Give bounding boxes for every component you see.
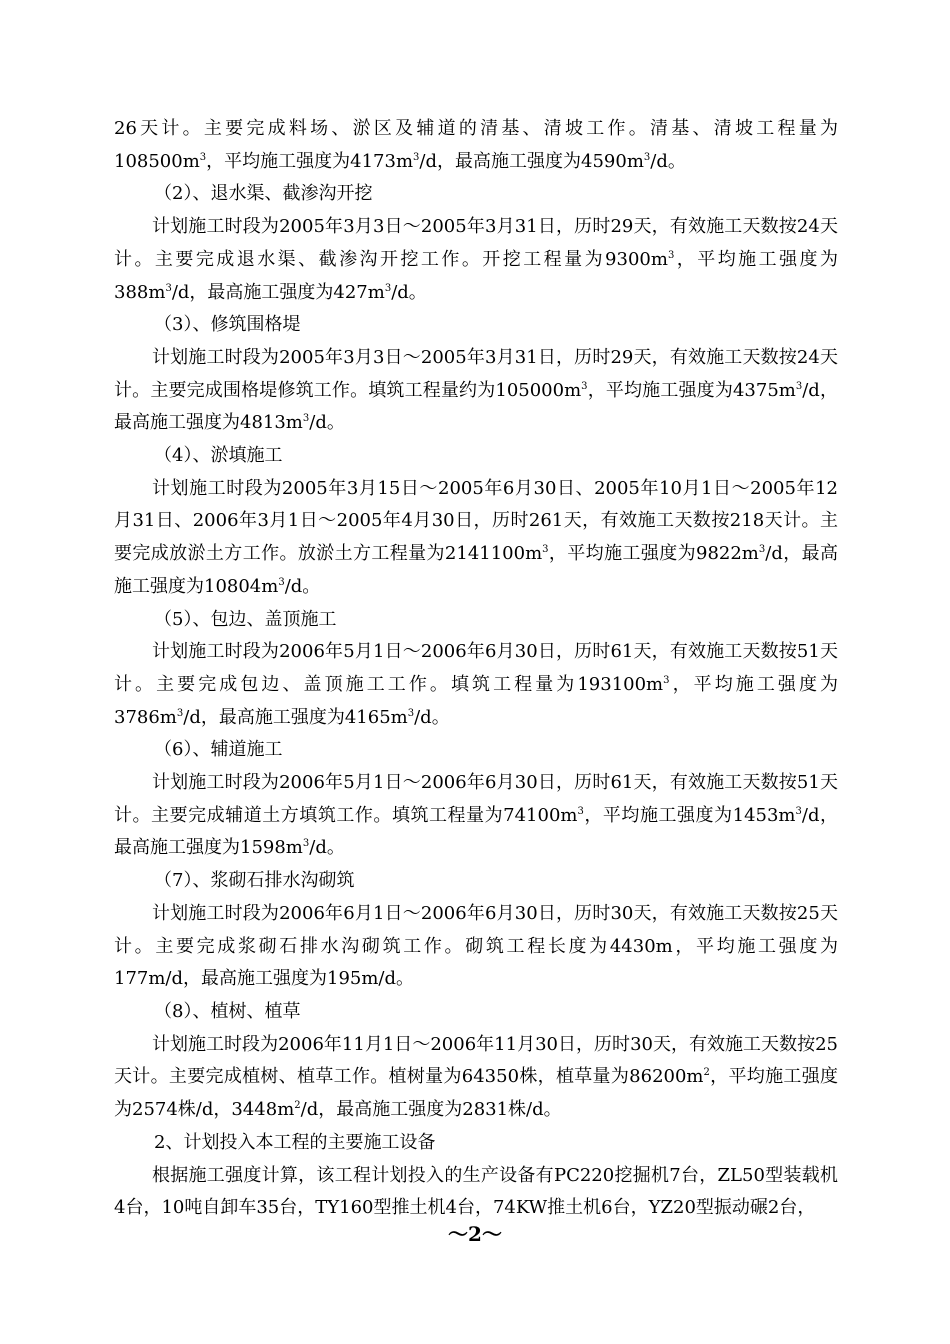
body-paragraph: 计划施工时段为2005年3月15日～2005年6月30日、2005年10月1日～2005年12月31日、2006年3月1日～2005年4月30日，历时261天，有效施工天数按218天计。主要完成放淤土方工作。放淤土方工程量为$2141100m^3$，平均施工强度为$9822m^3/d$，最高施工强度为$10804m^3/d$。 [114,477,838,597]
section-heading: 2、计划投入本工程的主要施工设备 [154,1131,436,1153]
body-paragraph: 根据施工强度计算，该工程计划投入的生产设备有PC220挖掘机7台，ZL50型装载机4台，10吨自卸车35台，TY160型推土机4台，74KW推土机6台，YZ20型振动碾2台， [114,1164,838,1219]
section-heading: （7）、浆砌石排水沟砌筑 [154,870,355,892]
document-body [114,113,838,1225]
body-paragraph: 计划施工时段为2005年3月3日～2005年3月31日，历时29天，有效施工天数按24天计。主要完成退水渠、截渗沟开挖工作。开挖工程量为$9300m^3$，平均施工强度为$388m^3/d$，最高施工强度为$427m^3/d$。 [114,216,838,303]
section-heading: （8）、植树、植草 [154,1000,301,1022]
body-paragraph: 26天计。主要完成料场、淤区及辅道的清基、清坡工作。清基、清坡工程量为$108500m^3$，平均施工强度为$4173m^3/d$，最高施工强度为$4590m^3/d$。 [114,118,838,172]
section-heading: （3）、修筑围格堤 [154,314,301,336]
body-paragraph: 计划施工时段为2006年11月1日～2006年11月30日，历时30天，有效施工天数按25天计。主要完成植树、植草工作。植树量为64350株，植草量为$86200m^2$，平均施工强度为2574株/d，$3448m^2/d$，最高施工强度为2831株/d。 [114,1033,839,1121]
section-heading: （5）、包边、盖顶施工 [154,608,337,630]
body-paragraph: 计划施工时段为2006年5月1日～2006年6月30日，历时61天，有效施工天数按51天计。主要完成包边、盖顶施工工作。填筑工程量为$193100m^3$，平均施工强度为$3786m^3/d$，最高施工强度为$4165m^3/d$。 [114,641,839,728]
section-heading: （4）、淤填施工 [154,445,283,467]
page-number: ～2～ [448,1222,502,1246]
section-heading: （6）、辅道施工 [154,739,283,761]
section-heading: （2）、退水渠、截渗沟开挖 [154,183,373,205]
body-paragraph: 计划施工时段为2006年5月1日～2006年6月30日，历时61天，有效施工天数按51天计。主要完成辅道土方填筑工作。填筑工程量为$74100m^3$，平均施工强度为$1453m^3/d$，最高施工强度为$1598m^3/d$。 [114,772,838,859]
body-paragraph: 计划施工时段为2005年3月3日～2005年3月31日，历时29天，有效施工天数按24天计。主要完成围格堤修筑工作。填筑工程量约为$105000m^3$，平均施工强度为$4375m^3/d$，最高施工强度为$4813m^3/d$。 [114,346,838,434]
body-paragraph: 计划施工时段为2006年6月1日～2006年6月30日，历时30天，有效施工天数按25天计。主要完成浆砌石排水沟砌筑工作。砌筑工程长度为4430m，平均施工强度为177m/d，最高施工强度为195m/d。 [114,902,838,990]
